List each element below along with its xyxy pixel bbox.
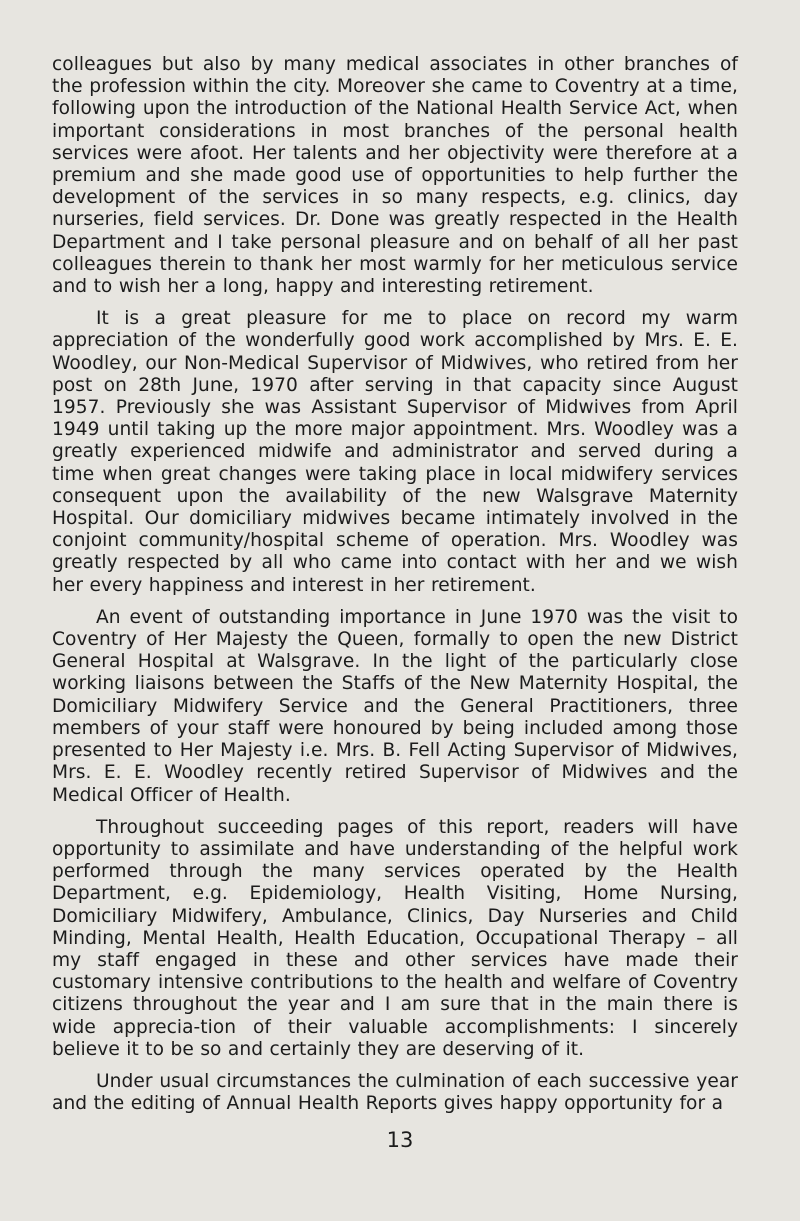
- paragraph-woodley-appreciation: It is a great pleasure for me to place on record my warm appreciation of the wonderfully good work accomplished by Mrs. E. E. Woodley, our Non-Medical Supervisor of Midwives, who retired from her post on 28th June, 1970 after serving in that capacity since August 1957. Previously she was Assistant Supervisor of Midwives from April 1949 until taking up the more major appointment. Mrs. Woodley was a greatly experienced midwife and administrator and served during a time when great changes were taking place in local midwifery services consequent upon the availability of the new Walsgrave Maternity Hospital. Our domiciliary midwives became intimately involved in the conjoint community/hospital scheme of operation. Mrs. Woodley was greatly respected by all who came into contact with her and we wish her every happiness and interest in her retirement.: [52, 308, 738, 596]
- body-text: [52, 54, 738, 1125]
- page-number: 13: [386, 1128, 414, 1152]
- paragraph-services-overview: Throughout succeeding pages of this report, readers will have opportunity to assimilate and have understanding of the helpful work performed through the many services operated by the Health Department, e.g. Epidemiology, Health Visiting, Home Nursing, Domiciliary Midwifery, Ambulance, Clinics, Day Nurseries and Child Minding, Mental Health, Health Education, Occupational Therapy – all my staff engaged in these and other services have made their customary intensive contributions to the health and welfare of Coventry citizens throughout the year and I am sure that in the main there is wide apprecia-tion of their valuable accomplishments: I sincerely believe it to be so and certainly they are deserving of it.: [52, 816, 738, 1060]
- paragraph-royal-visit: An event of outstanding importance in June 1970 was the visit to Coventry of Her Majesty the Queen, formally to open the new District General Hospital at Walsgrave. In the light of the particularly close working liaisons between the Staffs of the New Maternity Hospital, the Domiciliary Midwifery Service and the General Practitioners, three members of your staff were honoured by being included among those presented to Her Majesty i.e. Mrs. B. Fell Acting Supervisor of Midwives, Mrs. E. E. Woodley recently retired Supervisor of Midwives and the Medical Officer of Health.: [52, 606, 738, 806]
- paragraph-continuation: colleagues but also by many medical associates in other branches of the profession within the city. Moreover she came to Coventry at a time, following upon the introduction of the National Health Service Act, when important considerations in most branches of the personal health services were afoot. Her talents and her objectivity were therefore at a premium and she made good use of opportunities to help further the development of the services in so many respects, e.g. clinics, day nurseries, field services. Dr. Done was greatly respected in the Health Department and I take personal pleasure and on behalf of all her past colleagues therein to thank her most warmly for her meticulous service and to wish her a long, happy and interesting retirement.: [52, 54, 738, 298]
- paragraph-closing: Under usual circumstances the culmination of each successive year and the editing of Annual Health Reports gives happy opportunity for a: [52, 1070, 738, 1115]
